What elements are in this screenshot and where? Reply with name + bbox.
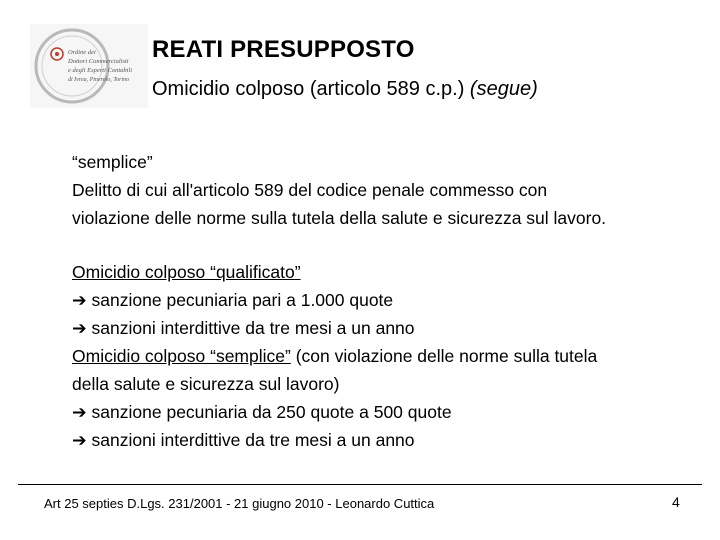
arrow-icon: ➔ [72, 430, 87, 450]
logo [30, 24, 148, 108]
arrow-icon: ➔ [72, 402, 87, 422]
logo-graphic [30, 24, 148, 108]
arrow-icon: ➔ [72, 318, 87, 338]
definition-title: “semplice” [72, 152, 153, 172]
logo-emblem-icon [51, 48, 63, 60]
definition-line-1: Delitto di cui all'articolo 589 del codice penale commesso con [72, 180, 548, 200]
qualified-item-2 [72, 314, 702, 342]
page-subtitle [152, 78, 538, 101]
simple-title-line-2: della salute e sicurezza sul lavoro) [72, 374, 340, 394]
simple-item-1-text: sanzione pecuniaria da 250 quote a 500 quote [91, 402, 452, 422]
page-number: 4 [672, 494, 680, 510]
subtitle-main: Omicidio colposo (articolo 589 c.p.) [152, 78, 465, 100]
simple-item-2-text: sanzioni interdittive da tre mesi a un anno [91, 430, 415, 450]
qualified-item-1 [72, 286, 702, 314]
subtitle-segue: (segue) [469, 78, 538, 100]
simple-title-rest: (con violazione delle norme sulla tutela [290, 346, 598, 366]
logo-line-3: e degli Esperti Contabili [68, 67, 133, 74]
logo-line-4: di Ivrea, Pinerolo, Torino [68, 77, 130, 83]
arrow-icon: ➔ [72, 290, 87, 310]
simple-title [72, 342, 702, 370]
definition-line-2: violazione delle norme sulla tutela della salute e sicurezza sul lavoro. [72, 208, 607, 228]
simple-item-2 [72, 426, 702, 454]
qualified-item-1-text: sanzione pecuniaria pari a 1.000 quote [91, 290, 394, 310]
qualified-title: Omicidio colposo “qualificato” [72, 262, 301, 282]
footer-text: Art 25 septies D.Lgs. 231/2001 - 21 giugno 2010 - Leonardo Cuttica [44, 496, 435, 511]
simple-item-1 [72, 398, 702, 426]
slide-body [72, 148, 702, 454]
simple-title-underlined: Omicidio colposo “semplice” [72, 346, 291, 366]
logo-line-1: Ordine dei [68, 49, 96, 56]
page-title: REATI PRESUPPOSTO [152, 36, 415, 63]
qualified-item-2-text: sanzioni interdittive da tre mesi a un anno [91, 318, 415, 338]
logo-line-2: Dottori Commercialisti [68, 58, 129, 65]
footer-divider [18, 484, 702, 485]
